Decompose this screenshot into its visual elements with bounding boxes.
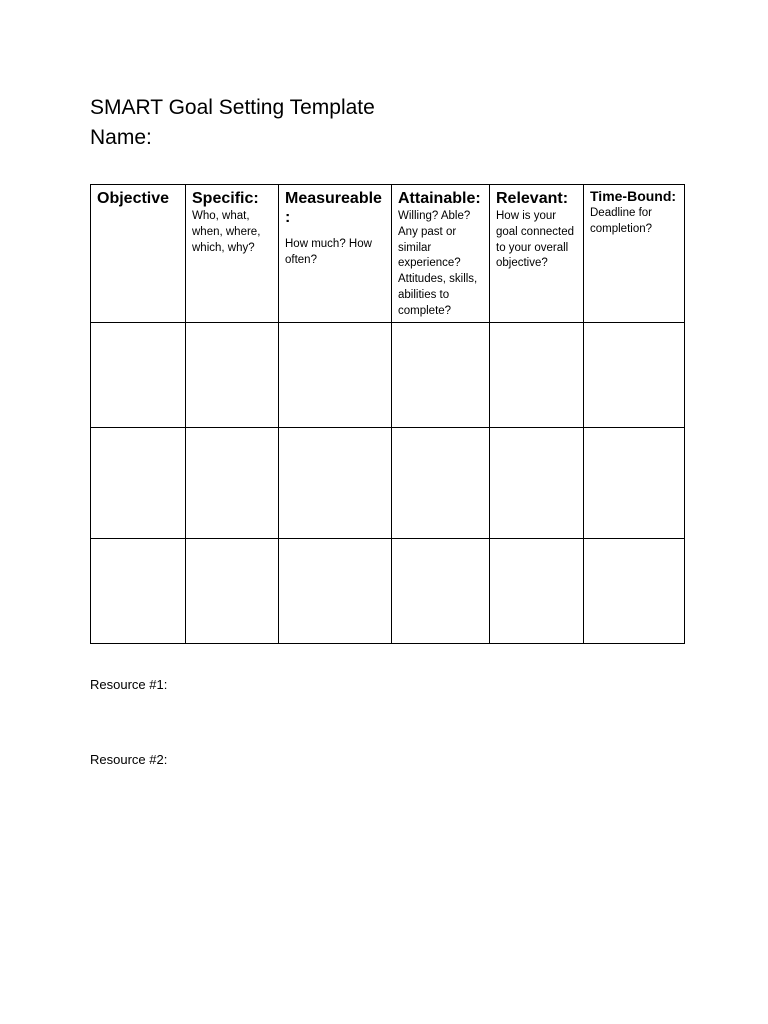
table-cell-measureable[interactable] (279, 538, 392, 643)
column-description: How much? How often? (285, 238, 372, 266)
table-cell-relevant[interactable] (490, 322, 584, 427)
table-cell-specific[interactable] (186, 427, 279, 538)
column-heading: Time-Bound: (590, 188, 677, 204)
name-label: Name: (90, 126, 152, 149)
table-cell-measureable[interactable] (279, 427, 392, 538)
column-header-attainable (392, 185, 490, 323)
resource-2-label: Resource #2: (90, 752, 168, 767)
table-cell-objective[interactable] (91, 538, 186, 643)
table-cell-relevant[interactable] (490, 538, 584, 643)
column-description: How is your goal connected to your overall objective? (496, 210, 575, 270)
column-heading: Objective (97, 190, 170, 207)
table-cell-specific[interactable] (186, 322, 279, 427)
table-cell-attainable[interactable] (392, 427, 490, 538)
table-row (91, 538, 685, 643)
column-header-objective (91, 185, 186, 323)
column-heading: Attainable: (398, 190, 481, 207)
column-heading: Specific: (192, 190, 259, 207)
column-description: Deadline for completion? (590, 207, 653, 235)
column-header-relevant (490, 185, 584, 323)
table-cell-relevant[interactable] (490, 427, 584, 538)
column-heading: Relevant: (496, 190, 569, 207)
column-header-measureable (279, 185, 392, 323)
table-row (91, 427, 685, 538)
table-cell-measureable[interactable] (279, 322, 392, 427)
resource-1-label: Resource #1: (90, 677, 168, 692)
column-description: Willing? Able? Any past or similar experience? Attitudes, skills, abilities to complete? (398, 210, 478, 317)
table-cell-time-bound[interactable] (584, 322, 685, 427)
smart-goal-table (90, 184, 685, 644)
table-cell-attainable[interactable] (392, 538, 490, 643)
page-title: SMART Goal Setting Template (90, 96, 375, 119)
table-cell-objective[interactable] (91, 427, 186, 538)
column-header-specific (186, 185, 279, 323)
table-cell-attainable[interactable] (392, 322, 490, 427)
table-cell-specific[interactable] (186, 538, 279, 643)
table-cell-time-bound[interactable] (584, 538, 685, 643)
table-row (91, 322, 685, 427)
table-cell-time-bound[interactable] (584, 427, 685, 538)
column-heading: Measureable : (285, 190, 382, 226)
column-header-time-bound (584, 185, 685, 323)
column-description: Who, what, when, where, which, why? (192, 210, 261, 254)
table-header-row (91, 185, 685, 323)
table-cell-objective[interactable] (91, 322, 186, 427)
